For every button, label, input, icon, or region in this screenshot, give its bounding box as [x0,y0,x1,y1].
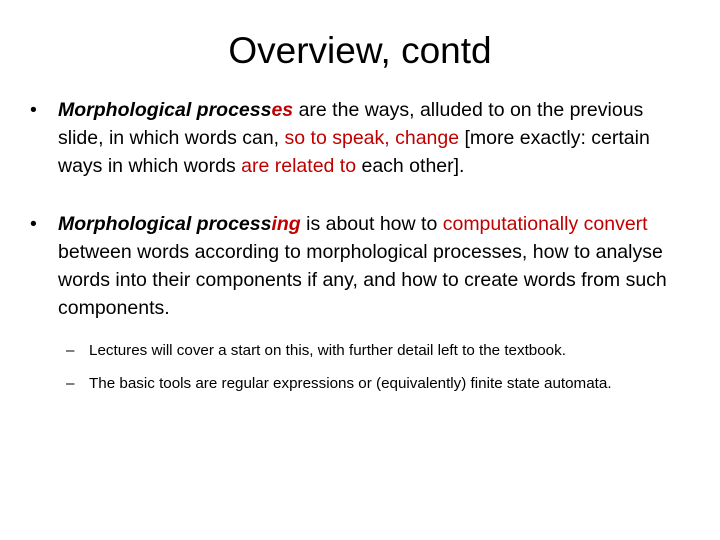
term-suffix-highlight: ing [271,213,301,235]
bullet-morphological-processing [30,210,690,322]
bullet-text [58,96,690,180]
sub-bullet-text: The basic tools are regular expressions or (equivalently) finite state automata. [89,375,612,392]
slide-title: Overview, contd [228,30,492,71]
sub-bullet-lectures [66,340,696,361]
sub-bullet-marker: – [66,375,75,392]
highlight-segment: computationally convert [442,213,648,235]
term-morphological-process: Morphological process [58,99,272,121]
text-segment: between words according to morphological processes, how to analyse words into their components if any, and how to create words from such components. [58,241,667,319]
text-segment: are the ways, alluded to on the previous slide, in which words can, [58,99,644,149]
text-segment: each other]. [356,155,465,177]
sub-bullet-marker: – [66,342,75,359]
bullet-morphological-processes [30,96,690,180]
highlight-segment: are related to [241,155,357,177]
sub-bullet-tools [66,373,696,394]
text-segment: is about how to [300,213,443,235]
bullet-marker: • [30,99,37,121]
text-segment: [more exactly: certain ways in which words [58,127,650,177]
bullet-marker: • [30,213,37,235]
term-suffix-highlight: es [271,99,294,121]
bullet-text [58,210,690,322]
sub-bullet-text: Lectures will cover a start on this, with further detail left to the textbook. [89,342,566,359]
term-morphological-process: Morphological process [58,213,272,235]
highlight-segment: so to speak, change [284,127,460,149]
